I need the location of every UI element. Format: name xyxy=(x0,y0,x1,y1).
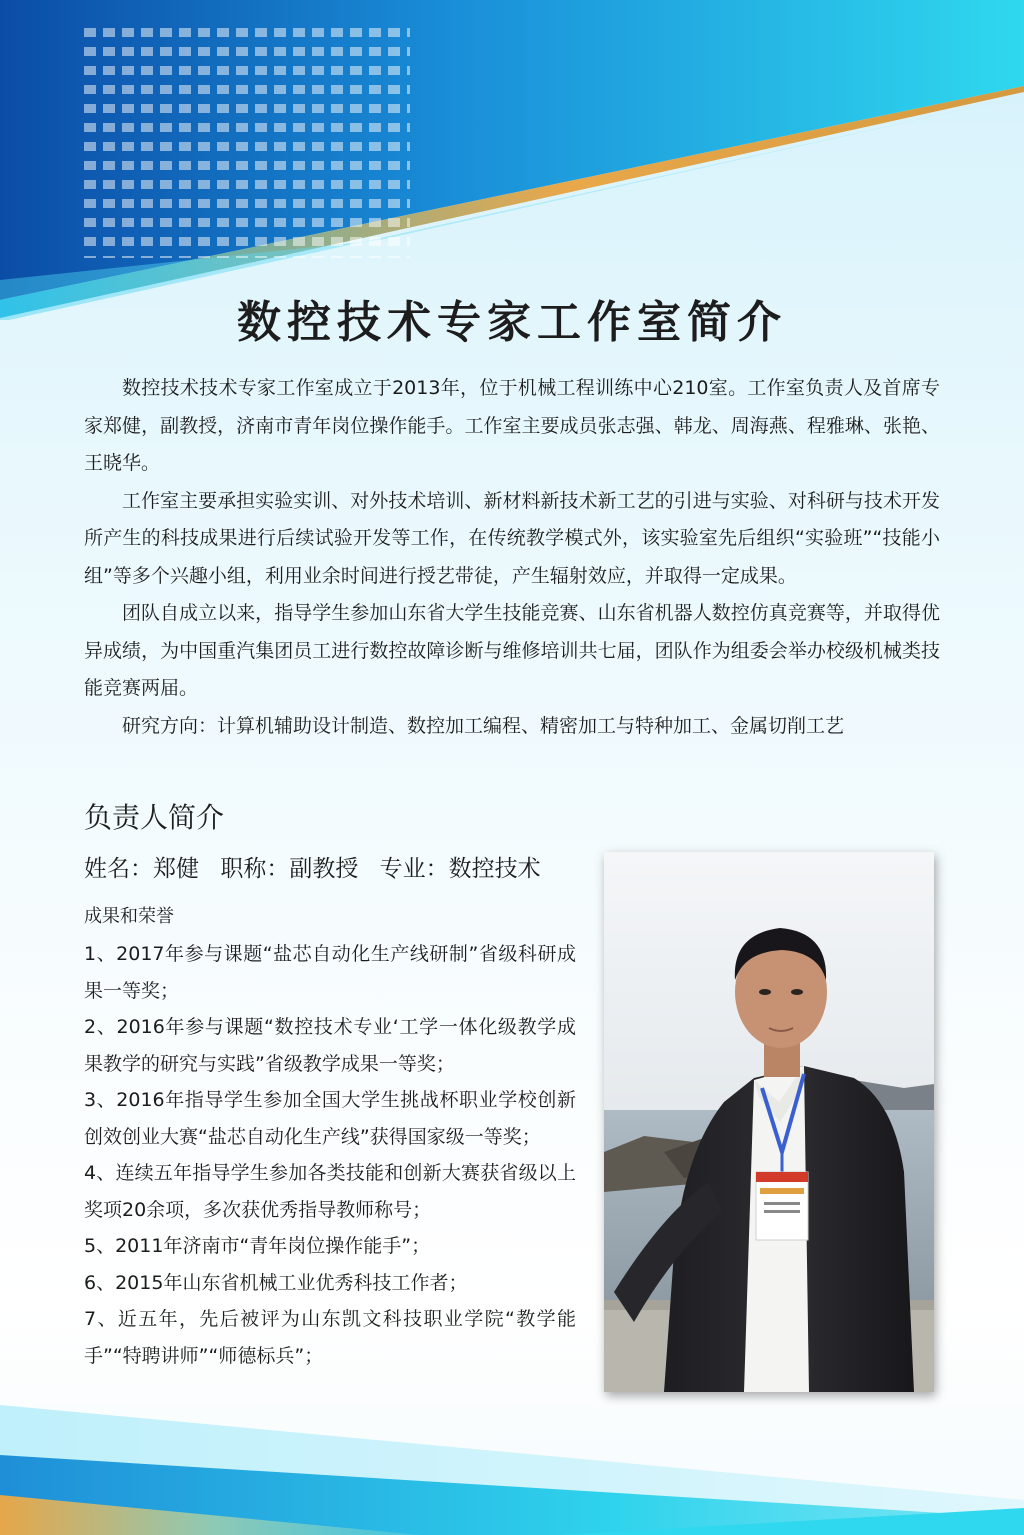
honor-item: 3、2016年指导学生参加全国大学生挑战杯职业学校创新创效创业大赛“盐芯自动化生产线”获得国家级一等奖； xyxy=(84,1089,576,1148)
leader-name: 姓名：郑健 xyxy=(84,856,199,882)
honor-item: 4、连续五年指导学生参加各类技能和创新大赛获省级以上奖项20余项，多次获优秀指导教师称号； xyxy=(84,1162,576,1221)
honors-list xyxy=(84,936,576,1374)
person-photo-icon xyxy=(604,852,934,1392)
intro-paragraph: 数控技术技术专家工作室成立于2013年，位于机械工程训练中心210室。工作室负责人及首席专家郑健，副教授，济南市青年岗位操作能手。工作室主要成员张志强、韩龙、周海燕、程雅琳、张艳、王晓华。 xyxy=(84,377,940,474)
intro-paragraph: 工作室主要承担实验实训、对外技术培训、新材料新技术新工艺的引进与实验、对科研与技术开发所产生的科技成果进行后续试验开发等工作，在传统教学模式外，该实验室先后组织“实验班”“技能小组”等多个兴趣小组，利用业余时间进行授艺带徒，产生辐射效应，并取得一定成果。 xyxy=(84,489,940,587)
honor-item: 6、2015年山东省机械工业优秀科技工作者； xyxy=(84,1271,468,1294)
intro-section xyxy=(84,370,940,745)
leader-major: 专业：数控技术 xyxy=(379,856,541,882)
honor-item: 2、2016年参与课题“数控技术专业‘工学一体化级教学成果教学的研究与实践”省级教学成果一等奖； xyxy=(84,1016,576,1075)
page-title: 数控技术专家工作室简介 xyxy=(237,297,787,348)
leader-title: 职称：副教授 xyxy=(220,856,359,882)
honor-item: 5、2011年济南市“青年岗位操作能手”； xyxy=(84,1235,431,1257)
intro-paragraph: 团队自成立以来，指导学生参加山东省大学生技能竞赛、山东省机器人数控仿真竞赛等，并取得优异成绩，为中国重汽集团员工进行数控故障诊断与维修培训共七届，团队作为组委会举办校级机械类技能竞赛两届。 xyxy=(84,602,940,699)
research-direction: 研究方向：计算机辅助设计制造、数控加工编程、精密加工与特种加工、金属切削工艺 xyxy=(122,714,845,737)
leader-profile xyxy=(84,850,541,883)
honor-item: 1、2017年参与课题“盐芯自动化生产线研制”省级科研成果一等奖； xyxy=(84,943,576,1002)
portrait-photo xyxy=(604,852,934,1392)
honor-item: 7、近五年，先后被评为山东凯文科技职业学院“教学能手”“特聘讲师”“师德标兵”； xyxy=(84,1308,576,1367)
honors-heading: 成果和荣誉 xyxy=(84,906,174,927)
leader-heading: 负责人简介 xyxy=(84,801,225,834)
